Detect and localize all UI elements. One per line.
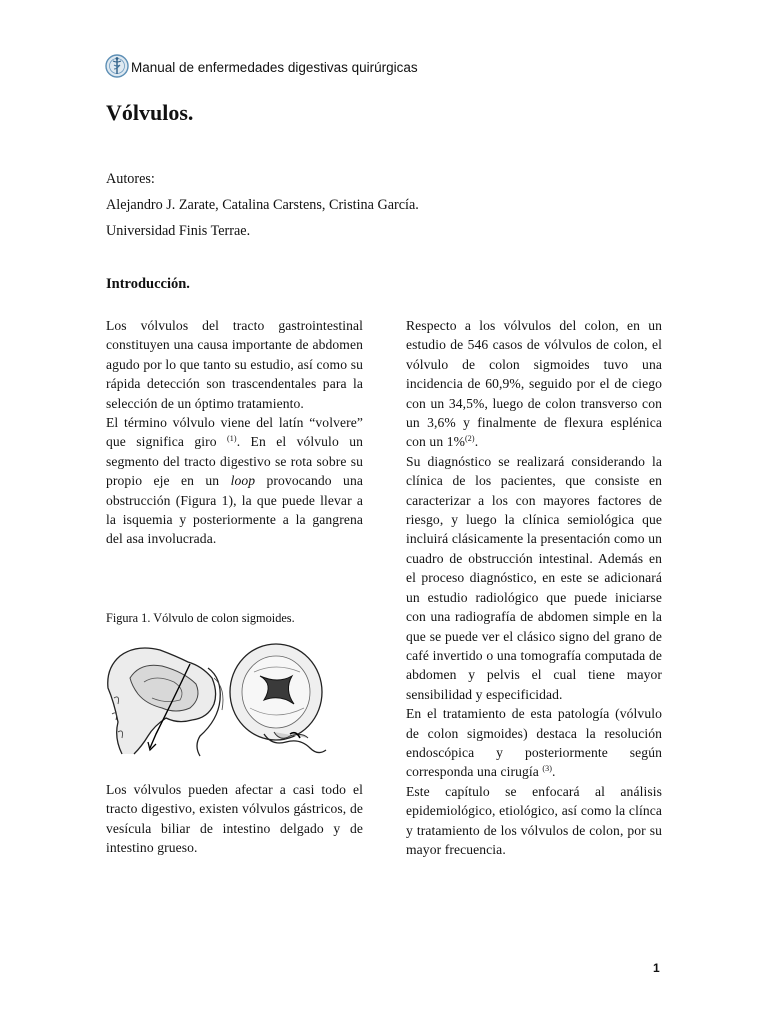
authors-label: Autores:	[106, 171, 155, 187]
authors-list: Alejandro J. Zarate, Catalina Carstens, Cristina García.	[106, 197, 419, 213]
left-column	[106, 316, 363, 549]
figure-sigmoid-volvulus-illustration	[104, 638, 334, 760]
text-span: Respecto a los vólvulos del colon, en un estudio de 546 casos de vólvulos de colon, el vólvulo de colon sigmoides tuvo una incidencia de 60,9%, seguido por el de ciego con un 34,5%, luego de colon transverso con un 3,6% y finalmente de flexura esplénica con un 1%	[406, 318, 662, 450]
paragraph	[406, 316, 662, 452]
right-column	[406, 316, 662, 859]
italic-term: loop	[230, 473, 256, 489]
header-title: Manual de enfermedades digestivas quirúrgicas	[131, 60, 418, 75]
text-span: .	[552, 764, 556, 780]
paragraph: Los vólvulos del tracto gastrointestinal constituyen una causa importante de abdomen agudo por lo que tanto su estudio, así como su rápida detección son trascendentales para la selección de un óptimo tratamiento.	[106, 318, 363, 411]
text-span: provocando una obstrucción (Figura 1), la que puede llevar a la isquemia y posteriormente a la gangrena del asa involucrada.	[106, 473, 363, 547]
figure-caption: Figura 1. Vólvulo de colon sigmoides.	[106, 611, 295, 625]
text-span: El término vólvulo viene del latín “volvere” que significa giro	[106, 415, 363, 450]
paragraph: Su diagnóstico se realizará considerando la clínica de los pacientes, que consiste en caracterizar a los con mayores factores de riesgo, y luego la clínica semiológica que incluirá clásicamente la presentación como un cuadro de obstrucción intestinal. Además en el proceso diagnóstico, en este se adicionará un estudio radiológico que puede iniciarse con una radiografía de abdomen simple en la que se puede ver el clásico signo del grano de café invertido o una tomografía computada de abdomen y pelvis el cual tiene mayor sensibilidad y especificidad.	[406, 453, 662, 702]
reference-marker: (2)	[465, 434, 475, 444]
text-span: En el tratamiento de esta patología (vólvulo de colon sigmoides) destaca la resolución endoscópica y posteriormente según corresponda una cirugía	[406, 706, 662, 780]
text-span: .	[474, 434, 479, 450]
page-number: 1	[653, 961, 660, 975]
reference-marker: (3)	[542, 764, 553, 774]
paragraph	[106, 413, 363, 549]
paragraph	[406, 704, 662, 782]
text-span: . En el vólvulo un segmento del tracto digestivo se rota sobre su propio eje en un	[106, 434, 363, 489]
page-header	[105, 46, 418, 76]
section-heading: Introducción.	[106, 276, 190, 292]
left-column-continued	[106, 780, 363, 858]
paragraph: Este capítulo se enfocará al análisis epidemiológico, etiológico, así como la clínca y tratamiento de los vólvulos de colon, por su mayor frecuencia.	[406, 783, 662, 857]
institution: Universidad Finis Terrae.	[106, 223, 251, 239]
reference-marker: (1)	[227, 434, 237, 444]
document-title: Vólvulos.	[106, 100, 194, 125]
caduceus-logo-icon	[105, 54, 129, 78]
authors-block	[106, 166, 419, 244]
paragraph: Los vólvulos pueden afectar a casi todo el tracto digestivo, existen vólvulos gástricos, de vesícula biliar de intestino delgado y de intestino grueso.	[106, 782, 363, 856]
